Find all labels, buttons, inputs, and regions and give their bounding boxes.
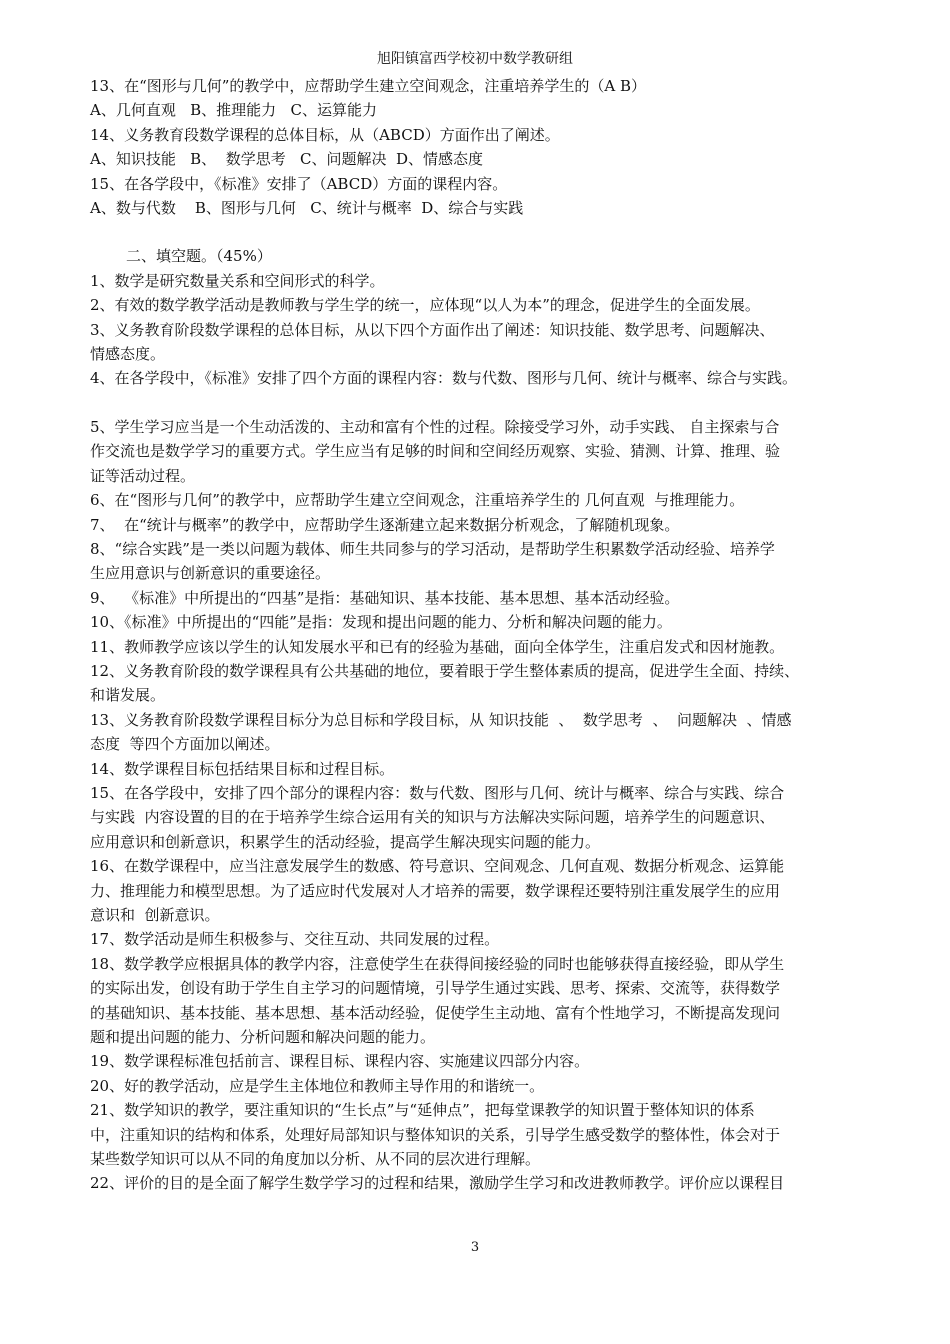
text-line: 与实践 内容设置的目的在于培养学生综合运用有关的知识与方法解决实际问题，培养学生的问题意识、	[90, 808, 775, 827]
text-line: 10、《标准》中所提出的“四能”是指：发现和提出问题的能力、分析和解决问题的能力。	[90, 613, 672, 632]
text-line: 20、好的教学活动，应是学生主体地位和教师主导作用的和谐统一。	[90, 1076, 545, 1095]
text-line: 生应用意识与创新意识的重要途径。	[90, 564, 331, 583]
fill-in-block-2	[90, 415, 880, 1196]
text-line: 的基础知识、基本技能、基本思想、基本活动经验，促使学生主动地、富有个性地学习，不断提高发现问	[90, 1003, 781, 1022]
text-line: 意识和 创新意识。	[90, 906, 220, 924]
text-line: 13、义务教育阶段数学课程目标分为总目标和学段目标，从 知识技能 、 数学思考 、 问题解决 、情感	[90, 710, 792, 729]
text-line: 16、在数学课程中，应当注意发展学生的数感、符号意识、空间观念、几何直观、数据分析观念、运算能	[90, 857, 785, 876]
text-line: 题和提出问题的能力、分析问题和解决问题的能力。	[90, 1028, 436, 1047]
text-line: 15、在各学段中，安排了四个部分的课程内容：数与代数、图形与几何、统计与概率、综合与实践、综合	[90, 783, 785, 802]
text-line: 18、数学教学应根据具体的教学内容，注意使学生在获得间接经验的同时也能够获得直接经验，即从学生	[90, 954, 785, 973]
text-line: 力、推理能力和模型思想。为了适应时代发展对人才培养的需要，数学课程还要特别注重发展学生的应用	[90, 881, 781, 900]
text-line: 22、评价的目的是全面了解学生数学学习的过程和结果，激励学生学习和改进教师教学。评价应以课程目	[90, 1174, 785, 1193]
text-line: 某些数学知识可以从不同的角度加以分析、从不同的层次进行理解。	[90, 1150, 541, 1169]
text-line: 2、有效的数学教学活动是教师教与学生学的统一，应体现“以人为本”的理念，促进学生的全面发展。	[90, 296, 760, 315]
text-line: 14、义务教育段数学课程的总体目标，从（ABCD）方面作出了阐述。	[90, 125, 560, 144]
text-line: A、数与代数 B、图形与几何 C、统计与概率 D、综合与实践	[90, 199, 524, 218]
text-line: 5、学生学习应当是一个生动活泼的、主动和富有个性的过程。除接受学习外，动手实践、 自主探索与合	[90, 417, 780, 436]
text-line: 8、“综合实践”是一类以问题为载体、师生共同参与的学习活动，是帮助学生积累数学活动经验、培养学	[90, 539, 775, 558]
document-body	[90, 74, 880, 1196]
text-line: A、几何直观 B、推理能力 C、运算能力	[90, 101, 377, 120]
text-line: 1、数学是研究数量关系和空间形式的科学。	[90, 271, 385, 290]
text-line: 3、义务教育阶段数学课程的总体目标，从以下四个方面作出了阐述：知识技能、数学思考、问题解决、	[90, 320, 775, 339]
section-title: 二、填空题。（45%）	[126, 247, 272, 266]
text-line: 情感态度。	[90, 345, 166, 364]
spacer	[90, 391, 880, 415]
text-line: 7、 在“统计与概率”的教学中，应帮助学生逐渐建立起来数据分析观念，了解随机现象。	[90, 515, 680, 534]
text-line: A、知识技能 B、 数学思考 C、问题解决 D、情感态度	[90, 150, 484, 169]
spacer	[90, 220, 880, 244]
text-line: 中，注重知识的结构和体系，处理好局部知识与整体知识的关系，引导学生感受数学的整体性，体会对于	[90, 1125, 781, 1144]
page-number: 3	[470, 1240, 480, 1255]
fill-in-block-1	[90, 269, 880, 391]
text-line: 11、教师教学应该以学生的认知发展水平和已有的经验为基础，面向全体学生，注重启发式和因材施教。	[90, 637, 785, 656]
text-line: 和谐发展。	[90, 686, 166, 705]
text-line: 6、在“图形与几何”的教学中，应帮助学生建立空间观念，注重培养学生的 几何直观 与推理能力。	[90, 491, 745, 510]
multiple-choice-block	[90, 74, 880, 220]
text-line: 21、数学知识的教学，要注重知识的“生长点”与“延伸点”，把每堂课教学的知识置于整体知识的体系	[90, 1101, 755, 1120]
text-line: 态度 等四个方面加以阐述。	[90, 735, 280, 754]
text-line: 12、义务教育阶段的数学课程具有公共基础的地位，要着眼于学生整体素质的提高，促进学生全面、持续、	[90, 661, 800, 680]
text-line: 9、 《标准》中所提出的“四基”是指：基础知识、基本技能、基本思想、基本活动经验。	[90, 588, 680, 607]
text-line: 14、数学课程目标包括结果目标和过程目标。	[90, 759, 395, 778]
text-line: 证等活动过程。	[90, 466, 196, 485]
text-line: 19、数学课程标准包括前言、课程目标、课程内容、实施建议四部分内容。	[90, 1052, 590, 1071]
text-line: 作交流也是数学学习的重要方式。学生应当有足够的时间和空间经历观察、实验、猜测、计算、推理、验	[90, 442, 781, 461]
text-line: 13、在“图形与几何”的教学中，应帮助学生建立空间观念，注重培养学生的（A B）	[90, 77, 647, 95]
text-line: 15、在各学段中，《标准》安排了（ABCD）方面的课程内容。	[90, 174, 508, 193]
text-line: 的实际出发，创设有助于学生自主学习的问题情境，引导学生通过实践、思考、探索、交流等，获得数学	[90, 979, 781, 998]
text-line: 4、在各学段中，《标准》安排了四个方面的课程内容：数与代数、图形与几何、统计与概率、综合与实践。	[90, 369, 798, 388]
text-line: 应用意识和创新意识，积累学生的活动经验，提高学生解决现实问题的能力。	[90, 832, 601, 851]
text-line: 17、数学活动是师生积极参与、交往互动、共同发展的过程。	[90, 930, 500, 949]
page-header: 旭阳镇富西学校初中数学教研组	[377, 51, 573, 67]
